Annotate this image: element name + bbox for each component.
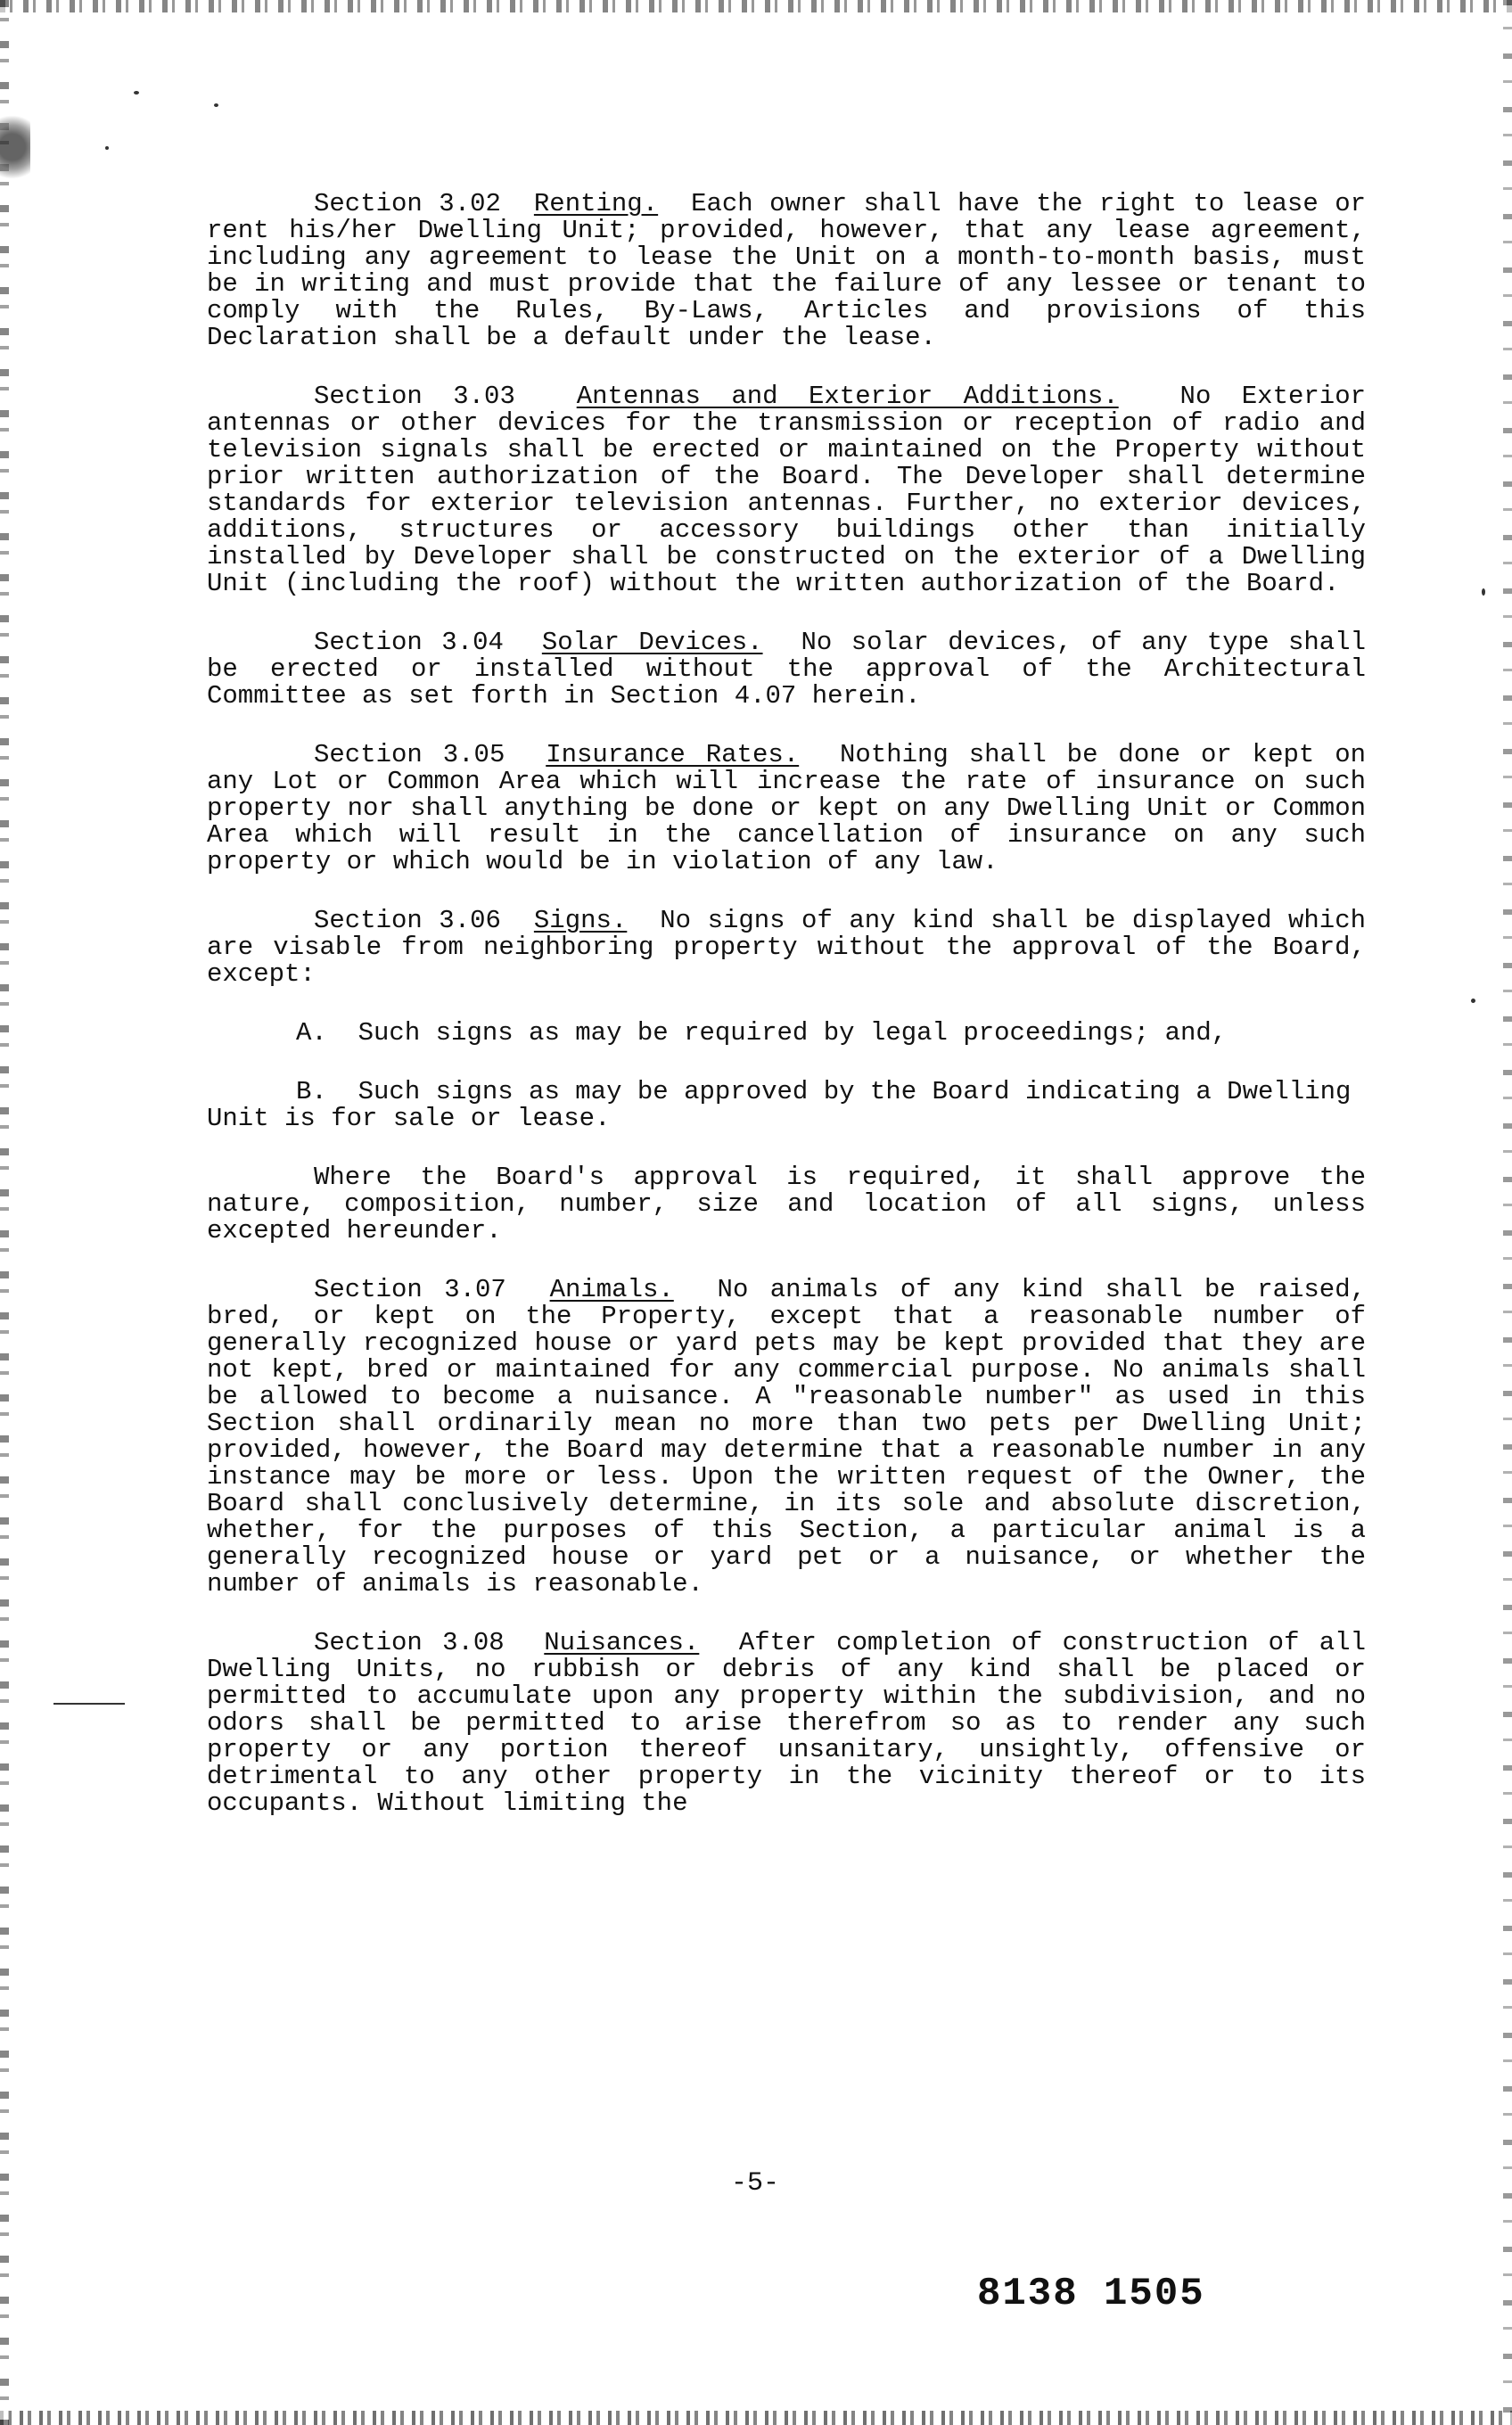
section-3-03 <box>207 383 1366 597</box>
section-number: Section 3.05 <box>314 740 505 769</box>
board-approval-paragraph <box>207 1164 1366 1245</box>
scan-edge-top <box>0 0 1512 12</box>
section-number: Section 3.03 <box>314 382 515 411</box>
scan-speck <box>1471 999 1475 1003</box>
document-stamp: 8138 1505 <box>977 2272 1205 2316</box>
section-number: Section 3.08 <box>314 1628 505 1657</box>
scan-speck <box>1482 588 1485 596</box>
section-heading: Renting. <box>533 189 659 218</box>
section-heading: Signs. <box>533 906 628 935</box>
section-heading: Animals. <box>549 1275 674 1304</box>
section-body: No animals of any kind shall be raised, bred, or kept on the Property, except that a reasonable number of generally recognized house or yard pets may be kept provided that they are not kept, bred or maintained for any commercial purpose. No animals shall be allowed to become a nuisance. A "reasonable number" as used in this Section shall ordinarily mean no more than two pets per Dwelling Unit; provided, however, the Board may determine that a reasonable number in any instance may be more or less. Upon the written request of the Owner, the Board shall conclusively determine, in its sole and absolute discretion, whether, for the purposes of this Section, a particular animal is a generally recognized house or yard pet or a nuisance, or whether the number of animals is reasonable. <box>207 1275 1367 1599</box>
section-body: No solar devices, of any type shall be erected or installed without the approval of the Architectural Committee as set forth in Section 4.07 herein. <box>207 628 1366 711</box>
scan-edge-right <box>1503 0 1512 2425</box>
page-number: -5- <box>731 2168 780 2199</box>
section-number: Section 3.04 <box>314 628 504 657</box>
section-body: No Exterior antennas or other devices for the transmission or reception of radio and television signals shall be erected or maintained on the Property without prior written authorization of the Board. The Developer shall determine standards for exterior television antennas. Further, no exterior devices, additions, structures or accessory buildings other than initially installed by Developer shall be constructed on the exterior of a Dwelling Unit (including the roof) without the written authorization of the Board. <box>207 382 1367 598</box>
list-text: Such signs as may be approved by the Board indicating a Dwelling Unit is for sale or lease. <box>207 1077 1352 1133</box>
section-heading: Antennas and Exterior Additions. <box>576 382 1119 411</box>
section-3-07 <box>207 1277 1366 1598</box>
section-number: Section 3.06 <box>314 906 501 935</box>
scan-speck <box>214 103 218 107</box>
list-letter: B. <box>296 1077 327 1106</box>
section-number: Section 3.07 <box>314 1275 506 1304</box>
scan-edge-bottom <box>0 2411 1512 2425</box>
scan-speck <box>134 91 139 95</box>
section-3-02 <box>207 191 1366 351</box>
scan-speck <box>53 1703 125 1705</box>
scan-speck <box>105 146 109 150</box>
section-3-04 <box>207 629 1366 710</box>
list-text: Such signs as may be required by legal proceedings; and, <box>357 1018 1228 1048</box>
section-heading: Nuisances. <box>544 1628 700 1657</box>
section-number: Section 3.02 <box>314 189 501 218</box>
section-3-08 <box>207 1630 1366 1817</box>
section-3-06 <box>207 908 1366 988</box>
paragraph-text: Where the Board's approval is required, it shall approve the nature, composition, number, size and location of all signs, unless excepted hereunder. <box>207 1163 1366 1245</box>
section-3-05 <box>207 742 1366 875</box>
section-heading: Solar Devices. <box>541 628 763 657</box>
section-body: Each owner shall have the right to lease or rent his/her Dwelling Unit; provided, however, that any lease agreement, including any agreement to lease the Unit on a month-to-month basis, must be in writing and must provide that the failure of any lessee or tenant to comply with the Rules, By-Laws, Articles and provisions of this Declaration shall be a default under the lease. <box>207 189 1367 352</box>
section-body: After completion of construction of all Dwelling Units, no rubbish or debris of any kind shall be placed or permitted to accumulate upon any property within the subdivision, and no odors shall be permitted to arise therefrom so as to render any such property or any portion thereof unsanitary, unsightly, offensive or detrimental to any other property in the vicinity thereof or to its occupants. Without limiting the <box>207 1628 1366 1818</box>
section-heading: Insurance Rates. <box>546 740 800 769</box>
scan-smudge <box>0 107 30 187</box>
document-body <box>207 191 1366 1849</box>
list-item-b <box>207 1079 1366 1132</box>
section-body: Nothing shall be done or kept on any Lot or Common Area which will increase the rate of insurance on such property nor shall anything be done or kept on any Dwelling Unit or Common Area which will result in the cancellation of insurance on any such property or which would be in violation of any law. <box>207 740 1366 876</box>
scan-edge-left <box>0 0 9 2425</box>
list-item-a <box>207 1020 1366 1047</box>
section-body: No signs of any kind shall be displayed which are visable from neighboring property without the approval of the Board, except: <box>207 906 1367 989</box>
list-letter: A. <box>296 1018 327 1048</box>
